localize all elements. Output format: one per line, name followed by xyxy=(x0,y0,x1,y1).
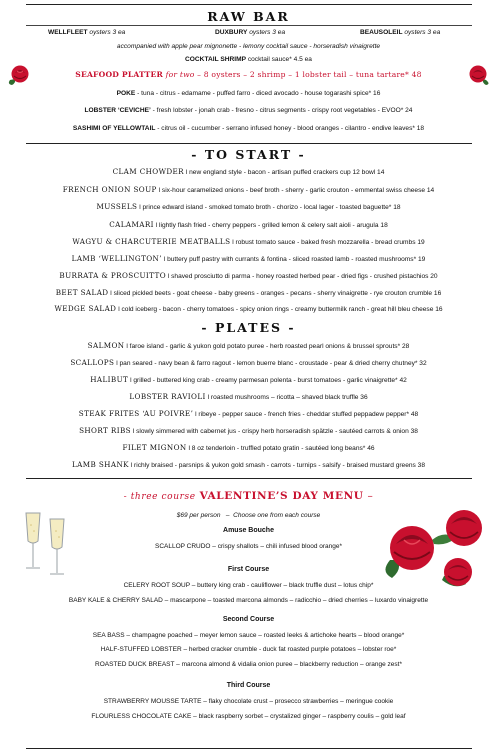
course-name: First Course xyxy=(227,566,270,573)
menu-item: CALAMARI l lightly flash fried - cherry peppers - grilled lemon & celery salt aioli - arugula 18 xyxy=(109,220,388,229)
top-rule xyxy=(26,4,472,5)
bottom-rule xyxy=(26,748,472,749)
to-start-title: - TO START - xyxy=(191,147,306,162)
menu-item: FILET MIGNON l 8 oz tenderloin - truffled potato gratin - sautéed long beans* 46 xyxy=(122,443,375,452)
menu-item: LOBSTER RAVIOLI l roasted mushrooms – ricotta – shaved black truffle 36 xyxy=(129,392,368,401)
raw-bar-item: SASHIMI OF YELLOWTAIL - citrus oil - cucumber - serrano infused honey - blood oranges - cilantro - endive leaves* 18 xyxy=(72,125,425,132)
cocktail-shrimp: COCKTAIL SHRIMP cocktail sauce* 4.5 ea xyxy=(185,56,312,63)
course-item: STRAWBERRY MOUSSE TARTE – flaky chocolate crust – prosecco strawberries – meringue cookie xyxy=(103,698,394,705)
course-name: Amuse Bouche xyxy=(223,527,274,534)
oyster-item: BEAUSOLEIL oysters 3 ea xyxy=(360,29,441,36)
menu-item: FRENCH ONION SOUP l six-hour caramelized onions - beef broth - sherry - garlic crouton - emmental swiss cheese 14 xyxy=(62,185,435,194)
menu-item: SHORT RIBS l slowly simmered with cabernet jus - crispy herb horseradish spätzle - sautéed carrots & onion 38 xyxy=(79,426,418,435)
course-item: HALF-STUFFED LOBSTER – herbed cracker crumble - duck fat roasted purple potatoes – lobster roe* xyxy=(100,646,397,653)
menu-item: LAMB ‘WELLINGTON’ l buttery puff pastry with currants & fontina - sliced roasted lamb - roasted mushrooms* 19 xyxy=(71,254,426,263)
raw-bar-rule xyxy=(26,25,472,26)
menu-item: WAGYU & CHARCUTERIE MEATBALLS l robust tomato sauce - baked fresh mozzarella - bread crumbs 19 xyxy=(72,237,425,246)
course-item: CELERY ROOT SOUP – buttery king crab - cauliflower – black truffle dust – lotus chip* xyxy=(123,582,374,589)
menu-item: CLAM CHOWDER l new england style - bacon - artisan puffed crackers cup 12 bowl 14 xyxy=(112,167,385,176)
course-name: Third Course xyxy=(226,682,271,689)
oyster-row xyxy=(0,29,497,39)
course-name: Second Course xyxy=(222,616,275,623)
raw-bar-accompaniment: accompanied with apple pear mignonette - lemony cocktail sauce - horseradish vinaigrette xyxy=(116,43,381,50)
rose-icon xyxy=(466,64,492,86)
course-item: ROASTED DUCK BREAST – marcona almond & vidalia onion puree – blackberry reduction – orange zest* xyxy=(95,661,402,668)
oyster-item: DUXBURY oysters 3 ea xyxy=(215,29,286,36)
course-item: SEA BASS – champagne poached – meyer lemon sauce – roasted leeks & artichoke hearts – blood orange* xyxy=(92,632,405,639)
menu-item: BEET SALAD l sliced pickled beets - goat cheese - baby greens - oranges - pecans - sherry vinaigrette - rye crouton crumble 16 xyxy=(55,288,442,297)
menu-item: WEDGE SALAD l cold iceberg - bacon - cherry tomatoes - spicy onion rings - creamy buttermilk ranch - great hill bleu cheese 16 xyxy=(54,304,443,313)
menu-item: LAMB SHANK l richly braised - parsnips & yukon gold smash - carrots - turnips - salsify - braised mustard greens 38 xyxy=(71,460,426,469)
menu-item: STEAK FRITES ‘AU POIVRE’ l ribeye - pepper sauce - french fries - cheddar stuffed peppadew pepper* 48 xyxy=(78,409,419,418)
course-item: SCALLOP CRUDO – crispy shallots – chili infused blood orange* xyxy=(154,543,343,550)
menu-item: BURRATA & PROSCUITTO l shaved prosciutto di parma - honey roasted herbed pear - dried figs - crushed pistachios 20 xyxy=(59,271,438,280)
section-rule xyxy=(26,478,472,479)
section-rule xyxy=(26,143,472,144)
raw-bar-title: RAW BAR xyxy=(207,9,290,24)
menu-item: SALMON l faroe island - garlic & yukon gold potato puree - herb roasted pearl onions & brussel sprouts* 28 xyxy=(87,341,410,350)
course-item: FLOURLESS CHOCOLATE CAKE – black raspberry sorbet – crystalized ginger – raspberry coulis – gold leaf xyxy=(91,713,406,720)
menu-item: MUSSELS l prince edward island - smoked tomato broth - chorizo - local lager - toasted baguette* 18 xyxy=(96,202,401,211)
seafood-platter: SEAFOOD PLATTER for two – 8 oysters – 2 shrimp – 1 lobster tail – tuna tartare* 48 xyxy=(75,70,422,79)
valentines-title: - three course VALENTINE’S DAY MENU – xyxy=(123,490,374,502)
raw-bar-item: POKE - tuna - citrus - edamame - puffed farro - diced avocado - house togarashi spice* 16 xyxy=(116,90,381,97)
oyster-item: WELLFLEET oysters 3 ea xyxy=(48,29,126,36)
valentines-price: $69 per person – Choose one from each course xyxy=(176,512,321,519)
plates-title: - PLATES - xyxy=(201,320,296,335)
menu-item: SCALLOPS l pan seared - navy bean & farro ragout - lemon buerre blanc - croustade - pear & dried cherry chutney* 32 xyxy=(70,358,427,367)
raw-bar-item: LOBSTER ‘CEVICHE’ - fresh lobster - jonah crab - fresno - citrus segments - crispy root vegetables - EVOO* 24 xyxy=(84,107,413,114)
menu-item: HALIBUT l grilled - buttered king crab - creamy parmesan polenta - burst tomatoes - garlic vinaigrette* 42 xyxy=(90,375,407,384)
course-item: BABY KALE & CHERRY SALAD – mascarpone – toasted marcona almonds – radicchio – dried cherries – luxardo vinaigrette xyxy=(68,597,429,604)
